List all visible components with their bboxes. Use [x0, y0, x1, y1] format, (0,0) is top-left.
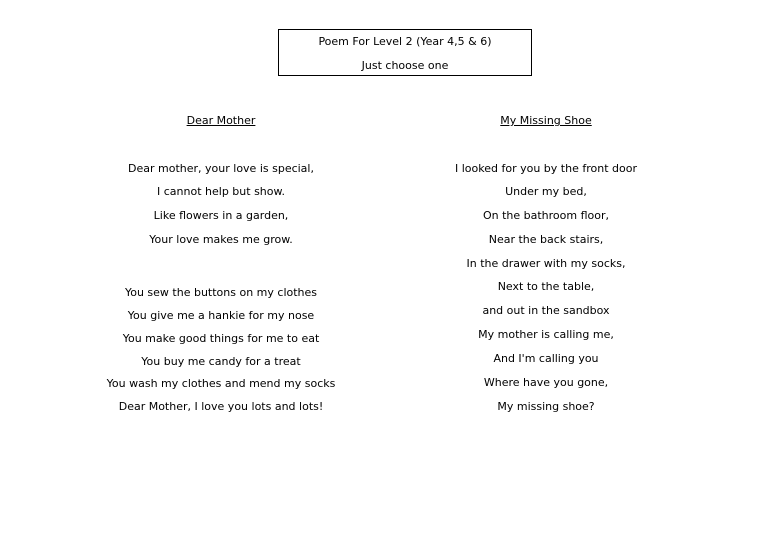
poem-line: Dear mother, your love is special, — [128, 162, 314, 175]
poem-line: In the drawer with my socks, — [466, 257, 626, 270]
poem-line: I cannot help but show. — [157, 185, 285, 198]
poem-line: Near the back stairs, — [488, 233, 604, 246]
poem-line: You buy me candy for a treat — [141, 355, 301, 368]
poem-line: Next to the table, — [497, 280, 595, 293]
poem-line: You sew the buttons on my clothes — [124, 286, 318, 299]
poem-line: I looked for you by the front door — [455, 162, 637, 175]
poem-title-dear-mother: Dear Mother — [186, 114, 256, 127]
poem-line: You wash my clothes and mend my socks — [106, 377, 336, 390]
poem-line: and out in the sandbox — [482, 304, 610, 317]
poem-line: On the bathroom floor, — [482, 209, 610, 222]
poem-line: You give me a hankie for my nose — [127, 309, 315, 322]
poem-line: Like flowers in a garden, — [153, 209, 289, 222]
poem-line: Under my bed, — [505, 185, 587, 198]
poem-title-my-missing-shoe: My Missing Shoe — [500, 114, 592, 127]
poem-line: Where have you gone, — [483, 376, 609, 389]
header-subtitle: Just choose one — [361, 59, 449, 72]
poem-line: Your love makes me grow. — [149, 233, 293, 246]
header-box — [278, 29, 532, 76]
poem-line: You make good things for me to eat — [122, 332, 320, 345]
poem-line: My mother is calling me, — [478, 328, 614, 341]
poem-line: And I'm calling you — [493, 352, 599, 365]
header-title: Poem For Level 2 (Year 4,5 & 6) — [318, 35, 492, 48]
poem-line: My missing shoe? — [497, 400, 595, 413]
poem-line: Dear Mother, I love you lots and lots! — [118, 400, 324, 413]
